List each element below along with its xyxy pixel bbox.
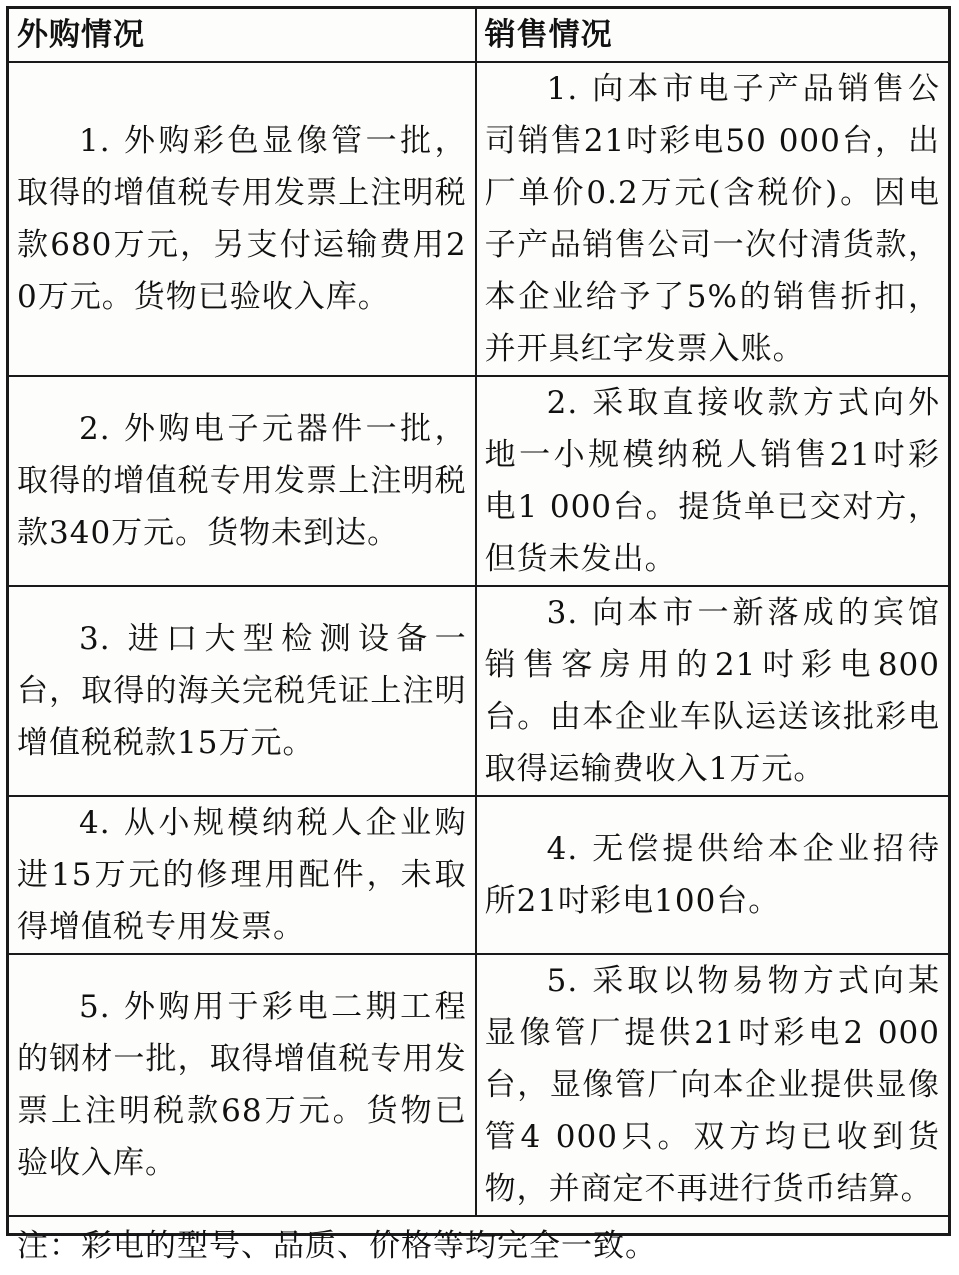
header-sales: 销售情况 [476,9,948,62]
note-row [9,1216,948,1275]
table-row [9,954,948,1216]
table-row [9,796,948,954]
table-row [9,62,948,376]
purchase-item-2: 2. 外购电子元器件一批，取得的增值税专用发票上注明税款340万元。货物未到达。 [9,376,476,586]
purchase-item-4: 4. 从小规模纳税人企业购进15万元的修理用配件，未取得增值税专用发票。 [9,796,476,954]
purchase-item-1: 1. 外购彩色显像管一批，取得的增值税专用发票上注明税款680万元，另支付运输费用20万元。货物已验收入库。 [9,62,476,376]
tax-case-table-frame [6,6,951,1264]
purchase-item-5: 5. 外购用于彩电二期工程的钢材一批，取得增值税专用发票上注明税款68万元。货物已验收入库。 [9,954,476,1216]
sales-item-3: 3. 向本市一新落成的宾馆销售客房用的21吋彩电800台。由本企业车队运送该批彩电取得运输费收入1万元。 [476,586,948,796]
sales-item-1: 1. 向本市电子产品销售公司销售21吋彩电50 000台，出厂单价0.2万元(含税价)。因电子产品销售公司一次付清货款，本企业给予了5%的销售折扣，并开具红字发票入账。 [476,62,948,376]
sales-item-2: 2. 采取直接收款方式向外地一小规模纳税人销售21吋彩电1 000台。提货单已交对方，但货未发出。 [476,376,948,586]
header-purchase: 外购情况 [9,9,476,62]
table-footnote: 注：彩电的型号、品质、价格等均完全一致。 [9,1216,948,1275]
sales-item-5: 5. 采取以物易物方式向某显像管厂提供21吋彩电2 000台，显像管厂向本企业提供显像管4 000只。双方均已收到货物，并商定不再进行货币结算。 [476,954,948,1216]
purchase-sales-table [9,9,948,1275]
table-row [9,376,948,586]
purchase-item-3: 3. 进口大型检测设备一台，取得的海关完税凭证上注明增值税税款15万元。 [9,586,476,796]
sales-item-4: 4. 无偿提供给本企业招待所21吋彩电100台。 [476,796,948,954]
table-row [9,586,948,796]
table-header-row [9,9,948,62]
